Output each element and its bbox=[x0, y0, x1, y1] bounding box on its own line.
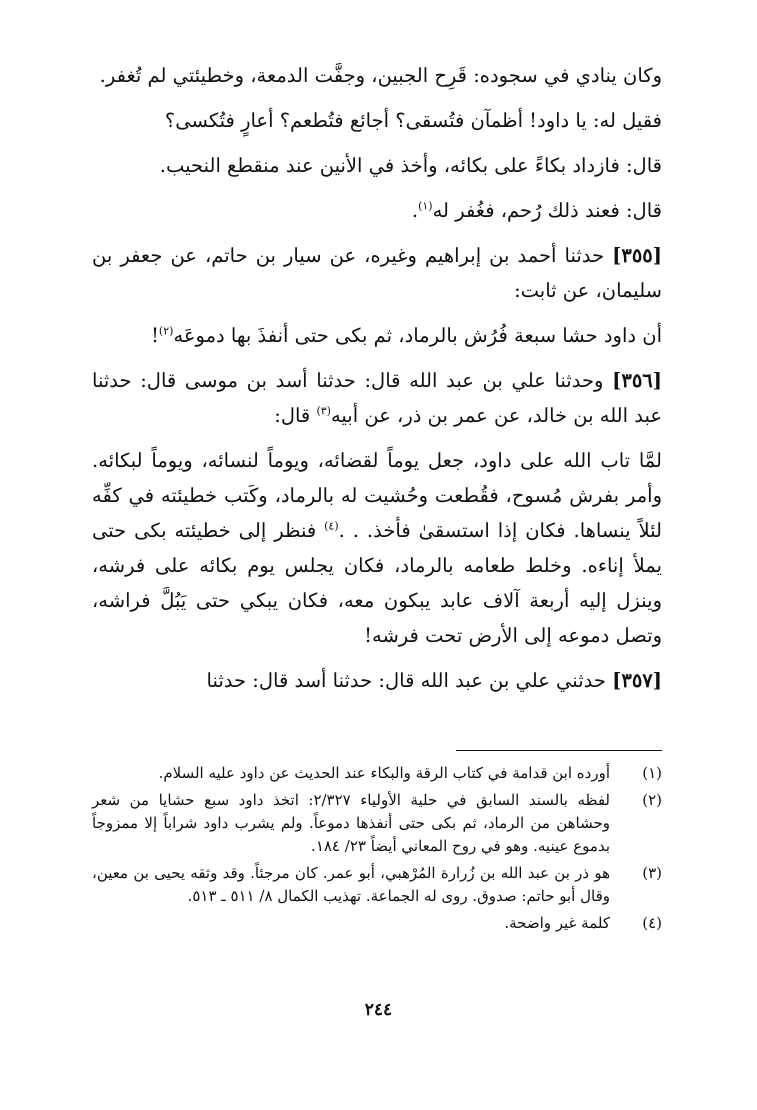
hadith-number-357: [٣٥٧] bbox=[612, 669, 662, 692]
footnote-text: كلمة غير واضحة. bbox=[504, 914, 610, 932]
footnote-1 bbox=[92, 762, 662, 785]
hadith-356-body-b: فنظر إلى خطيئته بكى حتى يملأ إناءه. وخلط طعامه بالرماد، فكان يجلس يوم بكائه على فرشه، وينزل إليه أربعة آلاف عابد يبكون معه، فكان يبكي حتى يَبُلَّ فراشه، وتصل دموعه إلى الأرض تحت فرشه! bbox=[92, 519, 662, 647]
footnote-text: هو ذر بن عبد الله بن زُرارة المُرْهبي، أبو عمر. كان مرجئاً. وقد وثقه يحيى بن معين، وقال أبو حاتم: صدوق. روى له الجماعة. تهذيب الكمال ٨/ ٥١١ ـ ٥١٣. bbox=[92, 864, 610, 905]
paragraph-3: قال: فازداد بكاءً على بكائه، وأخذ في الأنين عند منقطع النحيب. bbox=[159, 154, 662, 177]
footnote-text: لفظه بالسند السابق في حلية الأولياء ٢/٣٢٧: اتخذ داود سبع حشايا من شعر وحشاهن من الرماد، ثم بكى حتى أنفذها دموعاً. ولم يشرب داود شراباً إلا ممزوجاً بدموع عينيه. وهو في روح المعاني أيضاً ٢٣/ ١٨٤. bbox=[92, 791, 610, 855]
paragraph-1: وكان ينادي في سجوده: قَرِح الجبين، وجفَّت الدمعة، وخطيئتي لم تُغفر. bbox=[99, 64, 662, 87]
footnote-ref-1: (١) bbox=[418, 199, 433, 213]
hadith-355-isnad bbox=[92, 238, 662, 308]
main-text bbox=[92, 58, 662, 708]
footnote-4 bbox=[92, 912, 662, 935]
paragraph-2: فقيل له: يا داود! أظمآن فتُسقى؟ أجائع فتُطعم؟ أعارٍ فتُكسى؟ bbox=[164, 109, 662, 132]
hadith-number-355: [٣٥٥] bbox=[612, 244, 662, 267]
footnote-2 bbox=[92, 789, 662, 858]
paragraph-4-text: قال: فعند ذلك رُحم، فغُفر له bbox=[432, 199, 662, 222]
footnote-number: (١) bbox=[642, 764, 662, 782]
footnote-number: (٤) bbox=[642, 914, 662, 932]
hadith-356-isnad bbox=[92, 363, 662, 433]
footnotes bbox=[92, 762, 662, 939]
hadith-356-intro: وحدثنا علي بن عبد الله قال: حدثنا أسد بن موسى قال: حدثنا عبد الله بن خالد، عن عمر بن ذر، عن أبيه bbox=[92, 369, 662, 427]
footnote-ref-2: (٢) bbox=[158, 324, 174, 338]
page-number: ٢٤٤ bbox=[364, 1000, 393, 1020]
hadith-number-356: [٣٥٦] bbox=[612, 369, 662, 392]
hadith-356-body-a: لمَّا تاب الله على داود، جعل يوماً لقضائه، ويوماً لنسائه، ويوماً لبكائه. وأمر بفرش مُسوح، فقُطعت وحُشيت له بالرماد، وكَتب خطيئته في كفِّه لئلاً ينساها. فكان إذا استسقىٰ فأخذ. . . bbox=[92, 449, 662, 542]
footnote-3 bbox=[92, 862, 662, 908]
hadith-355-matn bbox=[92, 318, 662, 353]
footnote-number: (٢) bbox=[642, 791, 662, 809]
hadith-355-body: أن داود حشا سبعة فُرُش بالرماد، ثم بكى حتى أنفذَ بها دموعَه bbox=[173, 324, 662, 347]
hadith-357-intro: حدثني علي بن عبد الله قال: حدثنا أسد قال: حدثنا bbox=[206, 669, 613, 692]
hadith-355-intro: حدثنا أحمد بن إبراهيم وغيره، عن سيار بن حاتم، عن جعفر بن سليمان، عن ثابت: bbox=[92, 244, 662, 302]
footnote-ref-4: (٤) bbox=[324, 519, 339, 533]
hadith-357-isnad bbox=[92, 663, 662, 698]
hadith-355-end: ! bbox=[151, 324, 159, 347]
hadith-356-intro-end: قال: bbox=[274, 404, 317, 427]
paragraph-4: قال: فعند ذلك رُحم، فغُفر له$^{(١)}$. bbox=[411, 199, 662, 222]
footnote-divider bbox=[456, 750, 662, 751]
footnote-text: أورده ابن قدامة في كتاب الرقة والبكاء عند الحديث عن داود عليه السلام. bbox=[158, 764, 610, 782]
footnote-ref-3: (٣) bbox=[316, 404, 331, 418]
footnote-number: (٣) bbox=[642, 864, 662, 882]
hadith-356-matn bbox=[92, 443, 662, 653]
